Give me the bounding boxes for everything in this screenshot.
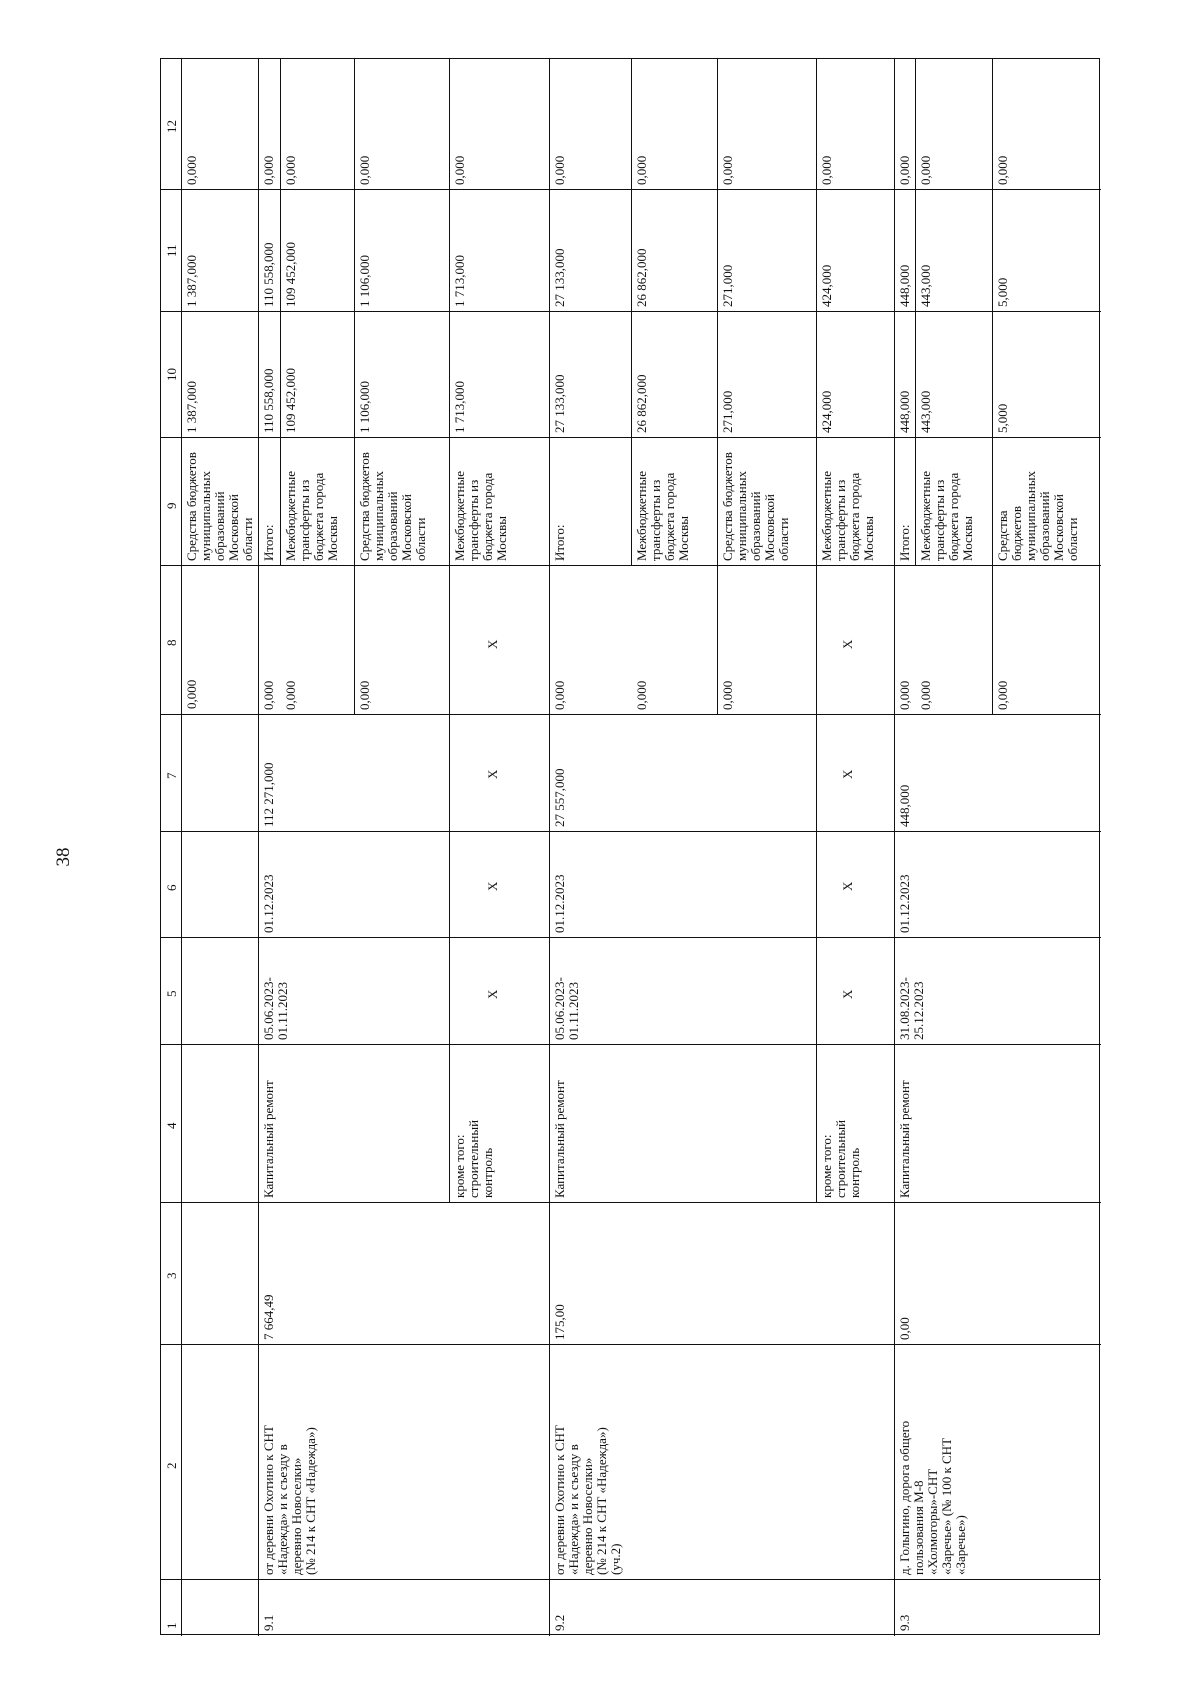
row-line [992,59,993,714]
row-line [894,59,895,1636]
row-line [181,59,182,1636]
source-c8: 0,000 [918,680,933,710]
source-c8: X [840,639,855,649]
row-line [549,59,550,1636]
source-c12: 0,000 [720,155,735,185]
road-name: от деревни Охотино к СНТ «Надежда» и к съезду в деревню Новоселки» (№ 214 к СНТ «Надежда») [261,1425,318,1575]
source-label: Межбюджетные трансферты из бюджета города Москвы [283,471,340,561]
total-c11: 27 133,000 [552,248,567,307]
total-c12: 0,000 [897,155,912,185]
work-type: Капитальный ремонт [897,1080,912,1198]
source-label: Межбюджетные трансферты из бюджета города Москвы [918,471,975,561]
source-c8: X [485,639,500,649]
top-c8: 0,000 [184,679,199,709]
completion-date: 01.12.2023 [552,874,567,933]
source-c10: 271,000 [720,390,735,433]
source-c12: 0,000 [995,155,1010,185]
source-c11: 424,000 [819,264,834,307]
road-name: д. Голыгино, дорога общего пользования М-8 «Холмогоры»-СНТ «Заречье» (№ 100 к СНТ «Заречье») [897,1420,968,1575]
header-col-2: 2 [164,1462,179,1469]
header-col-12: 12 [164,120,179,133]
source-c12: 0,000 [357,155,372,185]
source-c11: 5,000 [995,277,1010,307]
x-mark: X [485,881,500,891]
source-c11: 1 106,000 [357,255,372,307]
source-c12: 0,000 [819,155,834,185]
x-mark: X [485,989,500,999]
top-c10: 1 387,000 [184,381,199,433]
source-label: Средства бюджетов муниципальных образований Московской области [995,470,1080,561]
total-cost: 448,000 [897,784,912,827]
header-col-6: 6 [164,884,179,891]
extra-note: кроме того: строительный контроль [819,1119,862,1198]
row-line [915,59,916,565]
x-mark: X [485,769,500,779]
source-label: Средства бюджетов муниципальных образований Московской области [357,452,428,561]
row-line [449,59,450,1202]
total-c10: 110 558,000 [261,368,276,433]
col-line [161,1344,1101,1345]
col-line [161,1044,1101,1045]
col-line [161,831,1101,832]
header-col-9: 9 [164,502,179,509]
top-source: Средства бюджетов муниципальных образований Московской области [184,452,255,561]
source-c12: 0,000 [283,155,298,185]
road-length: 7 664,49 [261,1294,276,1340]
x-mark: X [840,989,855,999]
header-col-7: 7 [164,772,179,779]
total-cost: 27 557,000 [552,768,567,827]
total-c12: 0,000 [261,155,276,185]
source-c8: 0,000 [995,680,1010,710]
page-number: 38 [53,847,74,867]
source-c10: 109 452,000 [283,368,298,433]
col-line [161,1579,1101,1580]
source-c8: 0,000 [357,680,372,710]
x-mark: X [840,769,855,779]
source-c11: 1 713,000 [452,255,467,307]
road-length: 0,00 [897,1317,912,1340]
source-label: Межбюджетные трансферты из бюджета города Москвы [452,471,509,561]
total-c12: 0,000 [552,155,567,185]
header-col-3: 3 [164,1272,179,1279]
col-line [161,937,1101,938]
row-line [631,59,632,565]
source-c10: 424,000 [819,390,834,433]
total-c8: 0,000 [897,680,912,710]
col-line [161,714,1101,715]
completion-date: 01.12.2023 [897,874,912,933]
source-c10: 26 862,000 [634,374,649,433]
header-col-1: 1 [164,1622,179,1629]
total-c11: 448,000 [897,264,912,307]
row-id: 9.2 [552,1614,567,1631]
source-c11: 271,000 [720,264,735,307]
top-c11: 1 387,000 [184,255,199,307]
header-col-11: 11 [164,244,179,257]
road-length: 175,00 [552,1304,567,1340]
x-mark: X [840,881,855,891]
source-c8: 0,000 [283,680,298,710]
total-c10: 27 133,000 [552,374,567,433]
total-label: Итого: [897,524,912,561]
extra-note: кроме того: строительный контроль [452,1119,495,1198]
total-c11: 110 558,000 [261,242,276,307]
source-label: Межбюджетные трансферты из бюджета города Москвы [634,471,691,561]
header-col-10: 10 [164,368,179,381]
source-c8: 0,000 [720,680,735,710]
row-line [816,59,817,1202]
total-label: Итого: [552,524,567,561]
source-c10: 1 106,000 [357,381,372,433]
work-period: 05.06.2023- 01.11.2023 [552,977,581,1040]
total-cost: 112 271,000 [261,762,276,827]
total-c10: 448,000 [897,390,912,433]
total-label: Итого: [261,524,276,561]
work-period: 31.08.2023- 25.12.2023 [897,977,926,1040]
row-line [258,59,259,1636]
source-c10: 443,000 [918,390,933,433]
row-line [717,59,718,714]
total-c8: 0,000 [552,680,567,710]
source-c8: 0,000 [634,680,649,710]
source-label: Межбюджетные трансферты из бюджета города Москвы [819,471,876,561]
source-c12: 0,000 [634,155,649,185]
row-id: 9.1 [261,1614,276,1631]
row-line [280,59,281,565]
budget-table [160,58,1100,1635]
header-col-4: 4 [164,1122,179,1129]
col-line [161,1202,1101,1203]
work-type: Капитальный ремонт [261,1080,276,1198]
source-c11: 443,000 [918,264,933,307]
row-id: 9.3 [897,1614,912,1631]
row-line [354,59,355,714]
header-col-8: 8 [164,639,179,646]
total-c8: 0,000 [261,680,276,710]
source-label: Средства бюджетов муниципальных образований Московской области [720,452,791,561]
completion-date: 01.12.2023 [261,874,276,933]
road-name: от деревни Охотино к СНТ «Надежда» и к съезду в деревню Новоселки» (№ 214 к СНТ «Надежда») (уч.2) [552,1425,623,1575]
source-c11: 26 862,000 [634,248,649,307]
work-type: Капитальный ремонт [552,1080,567,1198]
source-c12: 0,000 [918,155,933,185]
header-col-5: 5 [164,990,179,997]
top-c12: 0,000 [184,155,199,185]
source-c10: 1 713,000 [452,381,467,433]
source-c11: 109 452,000 [283,242,298,307]
work-period: 05.06.2023- 01.11.2023 [261,977,290,1040]
source-c12: 0,000 [452,155,467,185]
source-c10: 5,000 [995,403,1010,433]
col-line [161,565,1101,566]
